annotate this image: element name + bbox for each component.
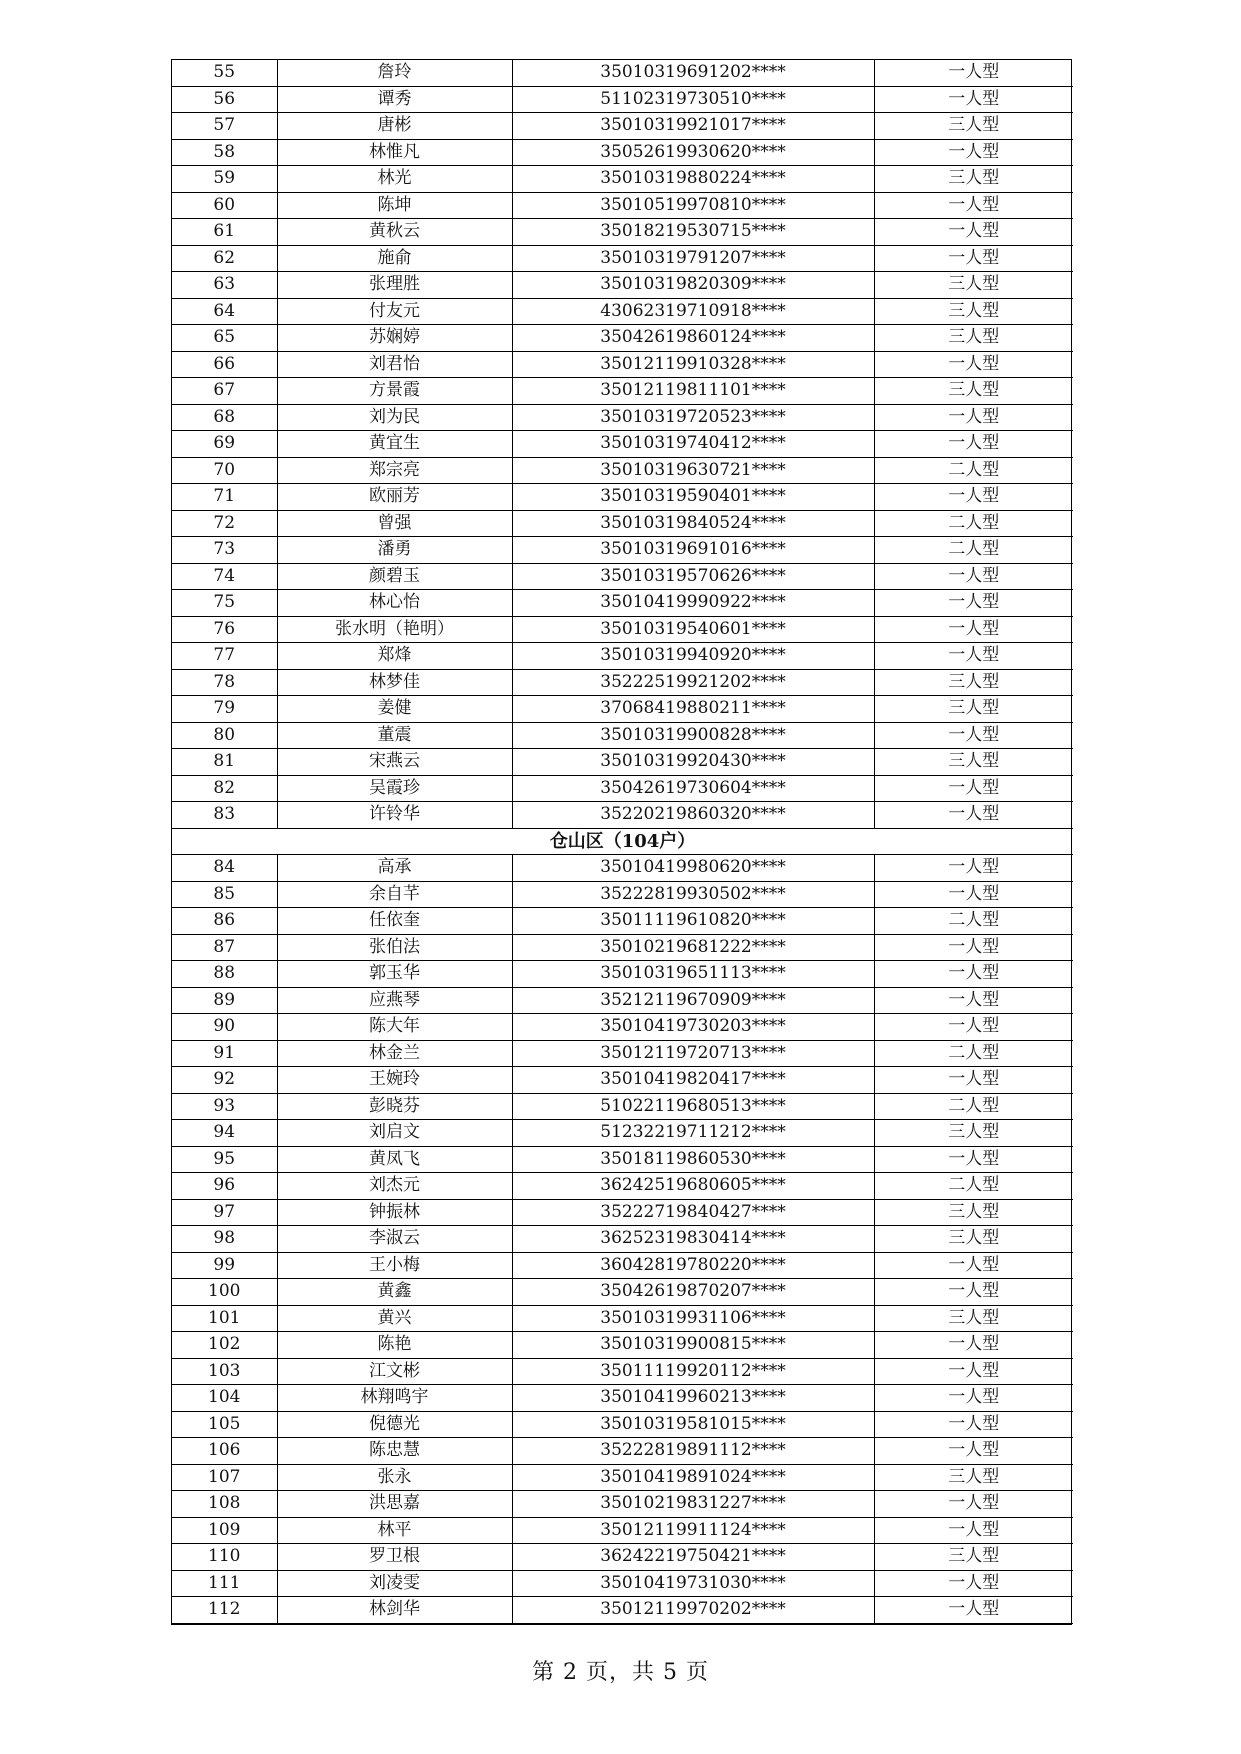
name-cell: 吴霞珍 bbox=[277, 775, 512, 802]
row-number: 89 bbox=[172, 987, 277, 1014]
name-cell: 林剑华 bbox=[277, 1597, 512, 1624]
household-type-cell: 一人型 bbox=[874, 643, 1073, 670]
household-type-cell: 二人型 bbox=[874, 1093, 1073, 1120]
row-number: 66 bbox=[172, 351, 277, 378]
household-type-cell: 一人型 bbox=[874, 1597, 1073, 1624]
household-type-cell: 一人型 bbox=[874, 934, 1073, 961]
household-type-cell: 一人型 bbox=[874, 1491, 1073, 1518]
id-number-cell: 35010319590401**** bbox=[512, 484, 874, 511]
row-number: 88 bbox=[172, 961, 277, 988]
id-number-cell: 35222819891112**** bbox=[512, 1438, 874, 1465]
row-number: 91 bbox=[172, 1040, 277, 1067]
table-row bbox=[172, 749, 1073, 776]
row-number: 58 bbox=[172, 139, 277, 166]
household-type-cell: 三人型 bbox=[874, 272, 1073, 299]
id-number-cell: 35010319791207**** bbox=[512, 245, 874, 272]
table-row bbox=[172, 1146, 1073, 1173]
name-cell: 江文彬 bbox=[277, 1358, 512, 1385]
name-cell: 林惟凡 bbox=[277, 139, 512, 166]
id-number-cell: 35010319900815**** bbox=[512, 1332, 874, 1359]
id-number-cell: 35222819930502**** bbox=[512, 881, 874, 908]
id-number-cell: 35010319570626**** bbox=[512, 563, 874, 590]
id-number-cell: 35010319740412**** bbox=[512, 431, 874, 458]
table-row bbox=[172, 1120, 1073, 1147]
household-type-cell: 二人型 bbox=[874, 1040, 1073, 1067]
household-type-cell: 一人型 bbox=[874, 1570, 1073, 1597]
id-number-cell: 35010419731030**** bbox=[512, 1570, 874, 1597]
table-row bbox=[172, 1544, 1073, 1571]
row-number: 106 bbox=[172, 1438, 277, 1465]
row-number: 76 bbox=[172, 616, 277, 643]
name-cell: 谭秀 bbox=[277, 86, 512, 113]
name-cell: 洪思嘉 bbox=[277, 1491, 512, 1518]
table-row bbox=[172, 1040, 1073, 1067]
row-number: 68 bbox=[172, 404, 277, 431]
row-number: 101 bbox=[172, 1305, 277, 1332]
name-cell: 刘为民 bbox=[277, 404, 512, 431]
table-row bbox=[172, 219, 1073, 246]
name-cell: 詹玲 bbox=[277, 60, 512, 86]
name-cell: 张水明（艳明） bbox=[277, 616, 512, 643]
name-cell: 黄宜生 bbox=[277, 431, 512, 458]
section-body bbox=[172, 828, 1073, 855]
row-number: 112 bbox=[172, 1597, 277, 1624]
row-number: 100 bbox=[172, 1279, 277, 1306]
table-row bbox=[172, 192, 1073, 219]
name-cell: 陈大年 bbox=[277, 1014, 512, 1041]
name-cell: 郑宗亮 bbox=[277, 457, 512, 484]
row-number: 87 bbox=[172, 934, 277, 961]
household-type-cell: 一人型 bbox=[874, 1385, 1073, 1412]
household-type-cell: 三人型 bbox=[874, 1544, 1073, 1571]
household-type-cell: 二人型 bbox=[874, 510, 1073, 537]
name-cell: 宋燕云 bbox=[277, 749, 512, 776]
id-number-cell: 51022119680513**** bbox=[512, 1093, 874, 1120]
table-row bbox=[172, 1173, 1073, 1200]
row-number: 78 bbox=[172, 669, 277, 696]
household-table-sheet bbox=[171, 59, 1072, 1625]
row-number: 73 bbox=[172, 537, 277, 564]
id-number-cell: 35052619930620**** bbox=[512, 139, 874, 166]
household-type-cell: 三人型 bbox=[874, 696, 1073, 723]
household-type-cell: 一人型 bbox=[874, 855, 1073, 882]
name-cell: 王婉玲 bbox=[277, 1067, 512, 1094]
row-number: 105 bbox=[172, 1411, 277, 1438]
row-number: 61 bbox=[172, 219, 277, 246]
id-number-cell: 35010519970810**** bbox=[512, 192, 874, 219]
id-number-cell: 35010319691016**** bbox=[512, 537, 874, 564]
row-number: 62 bbox=[172, 245, 277, 272]
id-number-cell: 35010319840524**** bbox=[512, 510, 874, 537]
table-row bbox=[172, 563, 1073, 590]
row-number: 99 bbox=[172, 1252, 277, 1279]
table-row bbox=[172, 1597, 1073, 1624]
name-cell: 陈艳 bbox=[277, 1332, 512, 1359]
table-row bbox=[172, 351, 1073, 378]
household-type-cell: 二人型 bbox=[874, 457, 1073, 484]
table-row bbox=[172, 537, 1073, 564]
name-cell: 应燕琴 bbox=[277, 987, 512, 1014]
name-cell: 苏娴婷 bbox=[277, 325, 512, 352]
household-type-cell: 三人型 bbox=[874, 1199, 1073, 1226]
table-row bbox=[172, 1226, 1073, 1253]
name-cell: 林梦佳 bbox=[277, 669, 512, 696]
id-number-cell: 36252319830414**** bbox=[512, 1226, 874, 1253]
household-type-cell: 一人型 bbox=[874, 802, 1073, 829]
name-cell: 黄凤飞 bbox=[277, 1146, 512, 1173]
row-number: 108 bbox=[172, 1491, 277, 1518]
id-number-cell: 35042619870207**** bbox=[512, 1279, 874, 1306]
table-row bbox=[172, 1570, 1073, 1597]
row-number: 71 bbox=[172, 484, 277, 511]
table-row bbox=[172, 1067, 1073, 1094]
table-row bbox=[172, 272, 1073, 299]
household-type-cell: 一人型 bbox=[874, 60, 1073, 86]
row-number: 109 bbox=[172, 1517, 277, 1544]
row-number: 107 bbox=[172, 1464, 277, 1491]
household-type-cell: 一人型 bbox=[874, 86, 1073, 113]
row-number: 60 bbox=[172, 192, 277, 219]
row-number: 92 bbox=[172, 1067, 277, 1094]
name-cell: 张永 bbox=[277, 1464, 512, 1491]
section-header-row bbox=[172, 828, 1073, 855]
id-number-cell: 35012119910328**** bbox=[512, 351, 874, 378]
row-number: 64 bbox=[172, 298, 277, 325]
id-number-cell: 35222519921202**** bbox=[512, 669, 874, 696]
id-number-cell: 35010419990922**** bbox=[512, 590, 874, 617]
household-type-cell: 三人型 bbox=[874, 749, 1073, 776]
row-number: 56 bbox=[172, 86, 277, 113]
table-row bbox=[172, 1385, 1073, 1412]
id-number-cell: 35012119720713**** bbox=[512, 1040, 874, 1067]
id-number-cell: 35010419980620**** bbox=[512, 855, 874, 882]
row-number: 81 bbox=[172, 749, 277, 776]
household-type-cell: 一人型 bbox=[874, 431, 1073, 458]
name-cell: 付友元 bbox=[277, 298, 512, 325]
name-cell: 颜碧玉 bbox=[277, 563, 512, 590]
household-type-cell: 一人型 bbox=[874, 1014, 1073, 1041]
table-row bbox=[172, 510, 1073, 537]
household-type-cell: 一人型 bbox=[874, 1358, 1073, 1385]
table-row bbox=[172, 908, 1073, 935]
name-cell: 彭晓芬 bbox=[277, 1093, 512, 1120]
household-type-cell: 一人型 bbox=[874, 1252, 1073, 1279]
table-row bbox=[172, 616, 1073, 643]
id-number-cell: 35011119610820**** bbox=[512, 908, 874, 935]
id-number-cell: 35010319921017**** bbox=[512, 113, 874, 140]
household-type-cell: 一人型 bbox=[874, 219, 1073, 246]
household-type-cell: 一人型 bbox=[874, 1438, 1073, 1465]
name-cell: 钟振林 bbox=[277, 1199, 512, 1226]
name-cell: 林翔鸣宇 bbox=[277, 1385, 512, 1412]
row-number: 110 bbox=[172, 1544, 277, 1571]
name-cell: 罗卫根 bbox=[277, 1544, 512, 1571]
row-number: 94 bbox=[172, 1120, 277, 1147]
table-row bbox=[172, 60, 1073, 86]
table-row bbox=[172, 1279, 1073, 1306]
table-row bbox=[172, 1332, 1073, 1359]
household-type-cell: 三人型 bbox=[874, 1464, 1073, 1491]
table-body-part2 bbox=[172, 855, 1073, 1624]
name-cell: 郑烽 bbox=[277, 643, 512, 670]
name-cell: 林心怡 bbox=[277, 590, 512, 617]
table-row bbox=[172, 1252, 1073, 1279]
table-row bbox=[172, 1464, 1073, 1491]
table-row bbox=[172, 881, 1073, 908]
household-type-cell: 一人型 bbox=[874, 351, 1073, 378]
table-row bbox=[172, 1517, 1073, 1544]
household-type-cell: 一人型 bbox=[874, 1146, 1073, 1173]
name-cell: 林光 bbox=[277, 166, 512, 193]
id-number-cell: 51102319730510**** bbox=[512, 86, 874, 113]
household-type-cell: 三人型 bbox=[874, 325, 1073, 352]
id-number-cell: 35042619730604**** bbox=[512, 775, 874, 802]
id-number-cell: 35018119860530**** bbox=[512, 1146, 874, 1173]
row-number: 98 bbox=[172, 1226, 277, 1253]
id-number-cell: 35018219530715**** bbox=[512, 219, 874, 246]
household-type-cell: 一人型 bbox=[874, 881, 1073, 908]
table-body-part1 bbox=[172, 60, 1073, 828]
page-footer: 第 2 页，共 5 页 bbox=[532, 1660, 709, 1685]
name-cell: 郭玉华 bbox=[277, 961, 512, 988]
household-type-cell: 一人型 bbox=[874, 192, 1073, 219]
id-number-cell: 35010319900828**** bbox=[512, 722, 874, 749]
table-row bbox=[172, 961, 1073, 988]
row-number: 104 bbox=[172, 1385, 277, 1412]
name-cell: 刘启文 bbox=[277, 1120, 512, 1147]
household-type-cell: 三人型 bbox=[874, 166, 1073, 193]
name-cell: 倪德光 bbox=[277, 1411, 512, 1438]
table-row bbox=[172, 378, 1073, 405]
table-row bbox=[172, 1438, 1073, 1465]
table-row bbox=[172, 431, 1073, 458]
section-label: 仓山区（104户） bbox=[172, 828, 1073, 855]
row-number: 77 bbox=[172, 643, 277, 670]
id-number-cell: 35042619860124**** bbox=[512, 325, 874, 352]
name-cell: 黄鑫 bbox=[277, 1279, 512, 1306]
table-row bbox=[172, 404, 1073, 431]
name-cell: 许铃华 bbox=[277, 802, 512, 829]
id-number-cell: 35010419960213**** bbox=[512, 1385, 874, 1412]
row-number: 82 bbox=[172, 775, 277, 802]
row-number: 97 bbox=[172, 1199, 277, 1226]
table-row bbox=[172, 802, 1073, 829]
row-number: 69 bbox=[172, 431, 277, 458]
name-cell: 潘勇 bbox=[277, 537, 512, 564]
id-number-cell: 35010419891024**** bbox=[512, 1464, 874, 1491]
household-type-cell: 三人型 bbox=[874, 1305, 1073, 1332]
row-number: 72 bbox=[172, 510, 277, 537]
row-number: 74 bbox=[172, 563, 277, 590]
id-number-cell: 35012119811101**** bbox=[512, 378, 874, 405]
table-row bbox=[172, 1411, 1073, 1438]
name-cell: 张伯法 bbox=[277, 934, 512, 961]
household-type-cell: 一人型 bbox=[874, 961, 1073, 988]
row-number: 59 bbox=[172, 166, 277, 193]
name-cell: 黄秋云 bbox=[277, 219, 512, 246]
table-row bbox=[172, 1199, 1073, 1226]
household-type-cell: 一人型 bbox=[874, 1279, 1073, 1306]
id-number-cell: 36042819780220**** bbox=[512, 1252, 874, 1279]
name-cell: 林金兰 bbox=[277, 1040, 512, 1067]
name-cell: 陈坤 bbox=[277, 192, 512, 219]
table-row bbox=[172, 166, 1073, 193]
id-number-cell: 36242519680605**** bbox=[512, 1173, 874, 1200]
household-type-cell: 一人型 bbox=[874, 563, 1073, 590]
id-number-cell: 35010219681222**** bbox=[512, 934, 874, 961]
id-number-cell: 35010419820417**** bbox=[512, 1067, 874, 1094]
name-cell: 林平 bbox=[277, 1517, 512, 1544]
row-number: 93 bbox=[172, 1093, 277, 1120]
household-type-cell: 三人型 bbox=[874, 1120, 1073, 1147]
id-number-cell: 35010319540601**** bbox=[512, 616, 874, 643]
name-cell: 刘君怡 bbox=[277, 351, 512, 378]
table-row bbox=[172, 722, 1073, 749]
household-type-cell: 二人型 bbox=[874, 1173, 1073, 1200]
household-type-cell: 二人型 bbox=[874, 537, 1073, 564]
table-row bbox=[172, 696, 1073, 723]
table-row bbox=[172, 1093, 1073, 1120]
name-cell: 欧丽芳 bbox=[277, 484, 512, 511]
id-number-cell: 35010219831227**** bbox=[512, 1491, 874, 1518]
id-number-cell: 35010319720523**** bbox=[512, 404, 874, 431]
row-number: 79 bbox=[172, 696, 277, 723]
table-row bbox=[172, 113, 1073, 140]
id-number-cell: 35010319581015**** bbox=[512, 1411, 874, 1438]
name-cell: 余自芊 bbox=[277, 881, 512, 908]
id-number-cell: 36242219750421**** bbox=[512, 1544, 874, 1571]
id-number-cell: 35010319880224**** bbox=[512, 166, 874, 193]
row-number: 67 bbox=[172, 378, 277, 405]
household-type-cell: 三人型 bbox=[874, 113, 1073, 140]
table-row bbox=[172, 669, 1073, 696]
row-number: 90 bbox=[172, 1014, 277, 1041]
name-cell: 姜健 bbox=[277, 696, 512, 723]
household-type-cell: 一人型 bbox=[874, 139, 1073, 166]
row-number: 86 bbox=[172, 908, 277, 935]
household-type-cell: 一人型 bbox=[874, 404, 1073, 431]
id-number-cell: 35010319630721**** bbox=[512, 457, 874, 484]
name-cell: 施俞 bbox=[277, 245, 512, 272]
table-row bbox=[172, 1305, 1073, 1332]
table-row bbox=[172, 855, 1073, 882]
id-number-cell: 35010319940920**** bbox=[512, 643, 874, 670]
id-number-cell: 35010319820309**** bbox=[512, 272, 874, 299]
table-row bbox=[172, 245, 1073, 272]
id-number-cell: 43062319710918**** bbox=[512, 298, 874, 325]
row-number: 102 bbox=[172, 1332, 277, 1359]
household-type-cell: 一人型 bbox=[874, 1067, 1073, 1094]
household-type-cell: 一人型 bbox=[874, 1517, 1073, 1544]
row-number: 55 bbox=[172, 60, 277, 86]
name-cell: 刘凌雯 bbox=[277, 1570, 512, 1597]
name-cell: 王小梅 bbox=[277, 1252, 512, 1279]
name-cell: 曾强 bbox=[277, 510, 512, 537]
household-type-cell: 二人型 bbox=[874, 908, 1073, 935]
row-number: 65 bbox=[172, 325, 277, 352]
table-row bbox=[172, 643, 1073, 670]
table-row bbox=[172, 325, 1073, 352]
row-number: 80 bbox=[172, 722, 277, 749]
table-row bbox=[172, 590, 1073, 617]
household-type-cell: 三人型 bbox=[874, 1226, 1073, 1253]
id-number-cell: 35010319651113**** bbox=[512, 961, 874, 988]
row-number: 70 bbox=[172, 457, 277, 484]
row-number: 85 bbox=[172, 881, 277, 908]
name-cell: 张理胜 bbox=[277, 272, 512, 299]
name-cell: 唐彬 bbox=[277, 113, 512, 140]
id-number-cell: 35222719840427**** bbox=[512, 1199, 874, 1226]
name-cell: 任依奎 bbox=[277, 908, 512, 935]
table-row bbox=[172, 1491, 1073, 1518]
name-cell: 方景霞 bbox=[277, 378, 512, 405]
household-type-cell: 一人型 bbox=[874, 1411, 1073, 1438]
household-type-cell: 一人型 bbox=[874, 987, 1073, 1014]
name-cell: 李淑云 bbox=[277, 1226, 512, 1253]
table-row bbox=[172, 1358, 1073, 1385]
household-type-cell: 三人型 bbox=[874, 378, 1073, 405]
name-cell: 刘杰元 bbox=[277, 1173, 512, 1200]
id-number-cell: 35212119670909**** bbox=[512, 987, 874, 1014]
household-type-cell: 一人型 bbox=[874, 1332, 1073, 1359]
id-number-cell: 35010319931106**** bbox=[512, 1305, 874, 1332]
table-row bbox=[172, 139, 1073, 166]
row-number: 111 bbox=[172, 1570, 277, 1597]
household-type-cell: 三人型 bbox=[874, 298, 1073, 325]
name-cell: 董震 bbox=[277, 722, 512, 749]
id-number-cell: 35220219860320**** bbox=[512, 802, 874, 829]
row-number: 63 bbox=[172, 272, 277, 299]
row-number: 96 bbox=[172, 1173, 277, 1200]
row-number: 75 bbox=[172, 590, 277, 617]
id-number-cell: 35012119911124**** bbox=[512, 1517, 874, 1544]
id-number-cell: 51232219711212**** bbox=[512, 1120, 874, 1147]
row-number: 84 bbox=[172, 855, 277, 882]
table-row bbox=[172, 934, 1073, 961]
row-number: 95 bbox=[172, 1146, 277, 1173]
household-table bbox=[172, 60, 1073, 1624]
household-type-cell: 一人型 bbox=[874, 484, 1073, 511]
id-number-cell: 35010319920430**** bbox=[512, 749, 874, 776]
id-number-cell: 35010319691202**** bbox=[512, 60, 874, 86]
household-type-cell: 三人型 bbox=[874, 669, 1073, 696]
table-row bbox=[172, 298, 1073, 325]
row-number: 103 bbox=[172, 1358, 277, 1385]
id-number-cell: 35012119970202**** bbox=[512, 1597, 874, 1624]
id-number-cell: 37068419880211**** bbox=[512, 696, 874, 723]
household-type-cell: 一人型 bbox=[874, 722, 1073, 749]
table-row bbox=[172, 86, 1073, 113]
household-type-cell: 一人型 bbox=[874, 590, 1073, 617]
table-row bbox=[172, 987, 1073, 1014]
table-row bbox=[172, 484, 1073, 511]
row-number: 57 bbox=[172, 113, 277, 140]
table-row bbox=[172, 775, 1073, 802]
name-cell: 陈忠慧 bbox=[277, 1438, 512, 1465]
table-row bbox=[172, 457, 1073, 484]
row-number: 83 bbox=[172, 802, 277, 829]
id-number-cell: 35011119920112**** bbox=[512, 1358, 874, 1385]
name-cell: 黄兴 bbox=[277, 1305, 512, 1332]
table-row bbox=[172, 1014, 1073, 1041]
household-type-cell: 一人型 bbox=[874, 616, 1073, 643]
household-type-cell: 一人型 bbox=[874, 245, 1073, 272]
household-type-cell: 一人型 bbox=[874, 775, 1073, 802]
name-cell: 高承 bbox=[277, 855, 512, 882]
id-number-cell: 35010419730203**** bbox=[512, 1014, 874, 1041]
